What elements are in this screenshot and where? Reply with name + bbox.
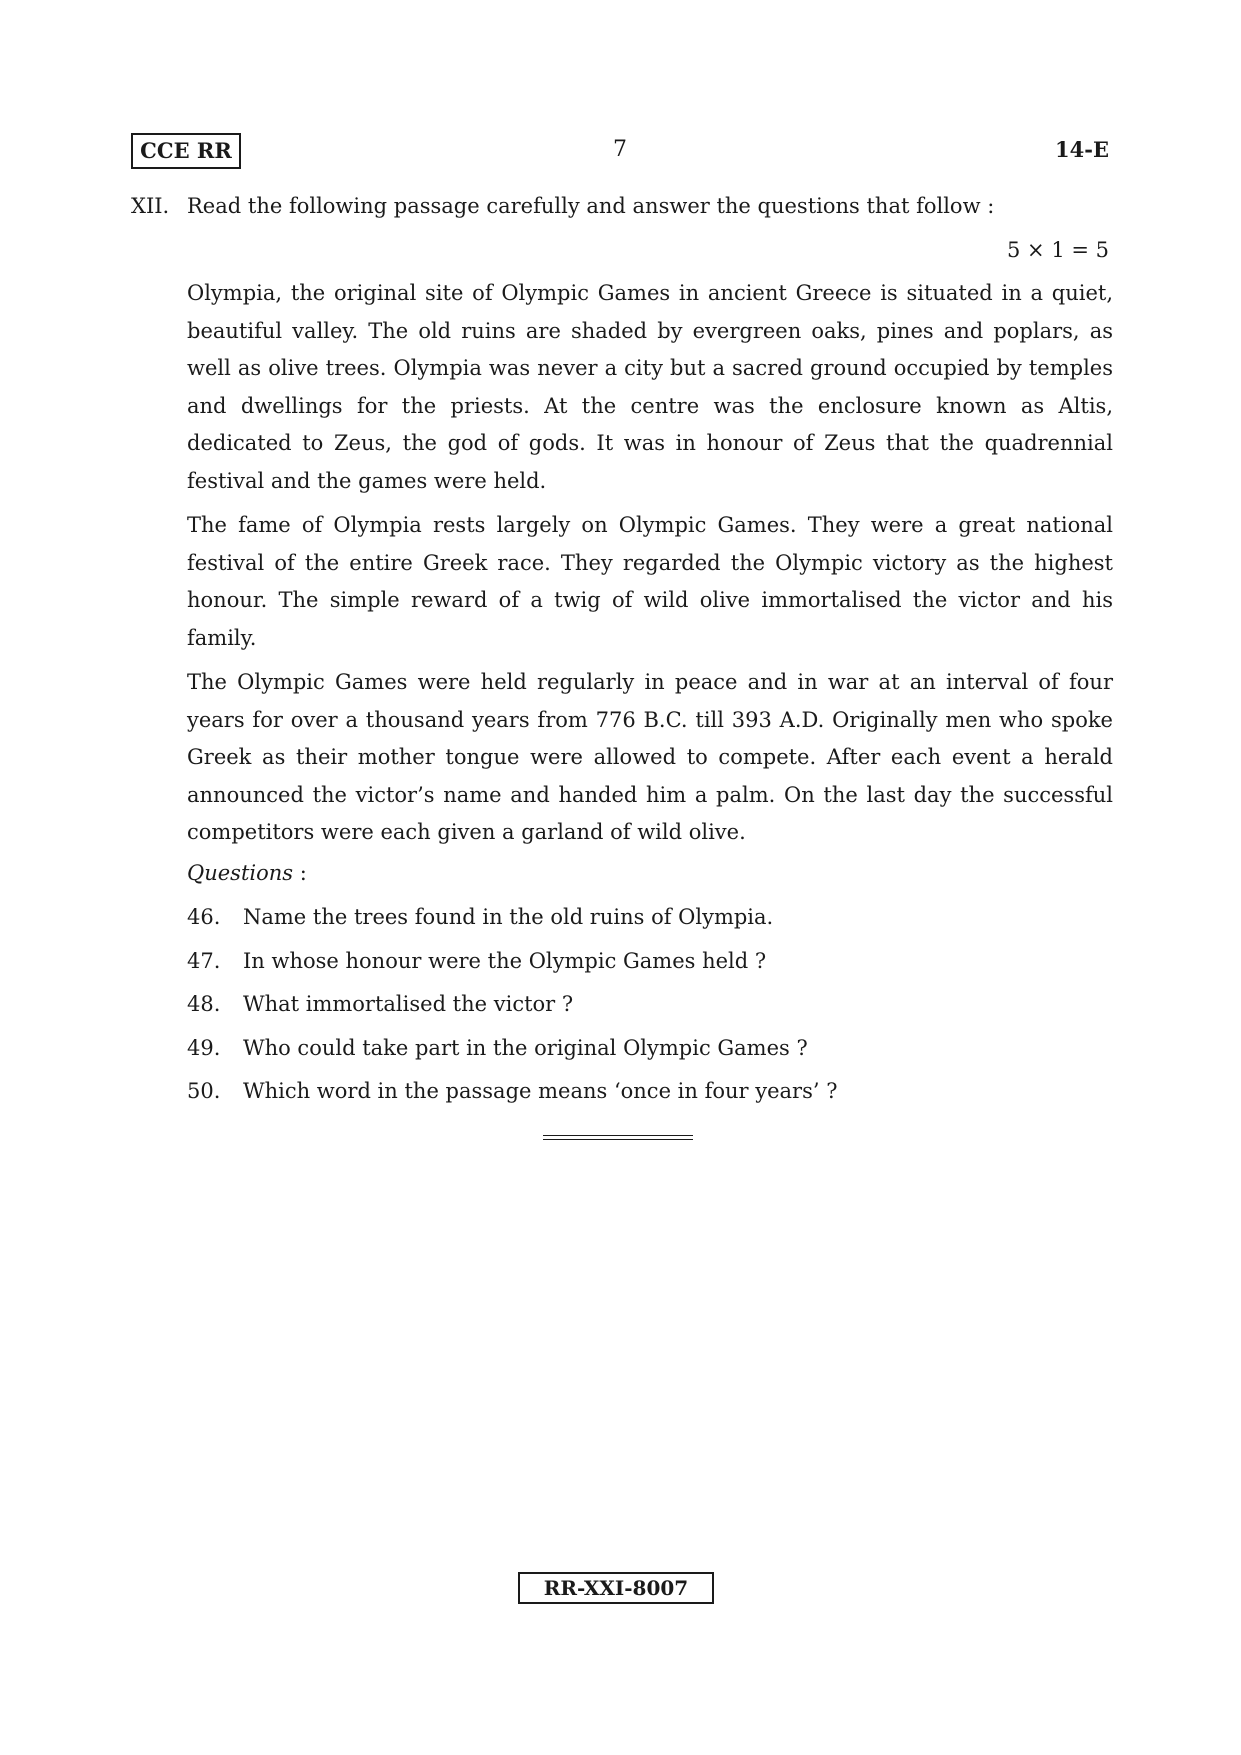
- question-number: 46.: [187, 905, 221, 929]
- question-text: Name the trees found in the old ruins of Olympia.: [243, 905, 774, 929]
- footer-code: RR-XXI-8007: [518, 1572, 714, 1604]
- question-item: [187, 947, 1113, 991]
- section-number: XII.: [131, 194, 170, 218]
- questions-list: [187, 903, 1113, 1121]
- question-number: 48.: [187, 992, 221, 1016]
- marks-allocation: 5 × 1 = 5: [1007, 238, 1109, 262]
- question-text: What immortalised the victor ?: [243, 992, 574, 1016]
- question-number: 50.: [187, 1079, 221, 1103]
- question-text: Which word in the passage means ‘once in four years’ ?: [243, 1079, 838, 1103]
- passage-paragraph: The Olympic Games were held regularly in peace and in war at an interval of four years for over a thousand years from 776 B.C. till 393 A.D. Originally men who spoke Greek as their mother tongue were allowed to compete. After each event a herald announced the victor’s name and handed him a palm. On the last day the successful competitors were each given a garland of wild olive.: [187, 670, 1113, 844]
- questions-heading-label: Questions: [187, 861, 294, 885]
- section-instruction: Read the following passage carefully and answer the questions that follow :: [187, 194, 995, 218]
- question-number: 47.: [187, 948, 221, 973]
- question-item: [187, 1077, 1113, 1121]
- question-item: [187, 1034, 1113, 1078]
- questions-heading: [187, 859, 307, 887]
- question-text: In whose honour were the Olympic Games held ?: [243, 948, 767, 973]
- passage-paragraph: The fame of Olympia rests largely on Olympic Games. They were a great national festival of the entire Greek race. They regarded the Olympic victory as the highest honour. The simple reward of a twig of wild olive immortalised the victor and his family.: [187, 513, 1113, 650]
- question-item: [187, 903, 1113, 947]
- header-right-code: 14-E: [1055, 137, 1109, 162]
- questions-heading-suffix: :: [293, 861, 307, 885]
- question-number: 49.: [187, 1035, 221, 1060]
- question-text: Who could take part in the original Olympic Games ?: [243, 1035, 808, 1060]
- passage-paragraph: Olympia, the original site of Olympic Games in ancient Greece is situated in a quiet, beautiful valley. The old ruins are shaded by evergreen oaks, pines and poplars, as well as olive trees. Olympia was never a city but a sacred ground occupied by temples and dwellings for the priests. At the centre was the enclosure known as Altis, dedicated to Zeus, the god of gods. It was in honour of Zeus that the quadrennial festival and the games were held.: [187, 281, 1113, 493]
- reading-passage: [187, 275, 1113, 859]
- header-left-code: CCE RR: [131, 133, 241, 169]
- question-item: [187, 990, 1113, 1034]
- page-number: 7: [613, 137, 627, 162]
- end-of-section-rule: [543, 1135, 693, 1140]
